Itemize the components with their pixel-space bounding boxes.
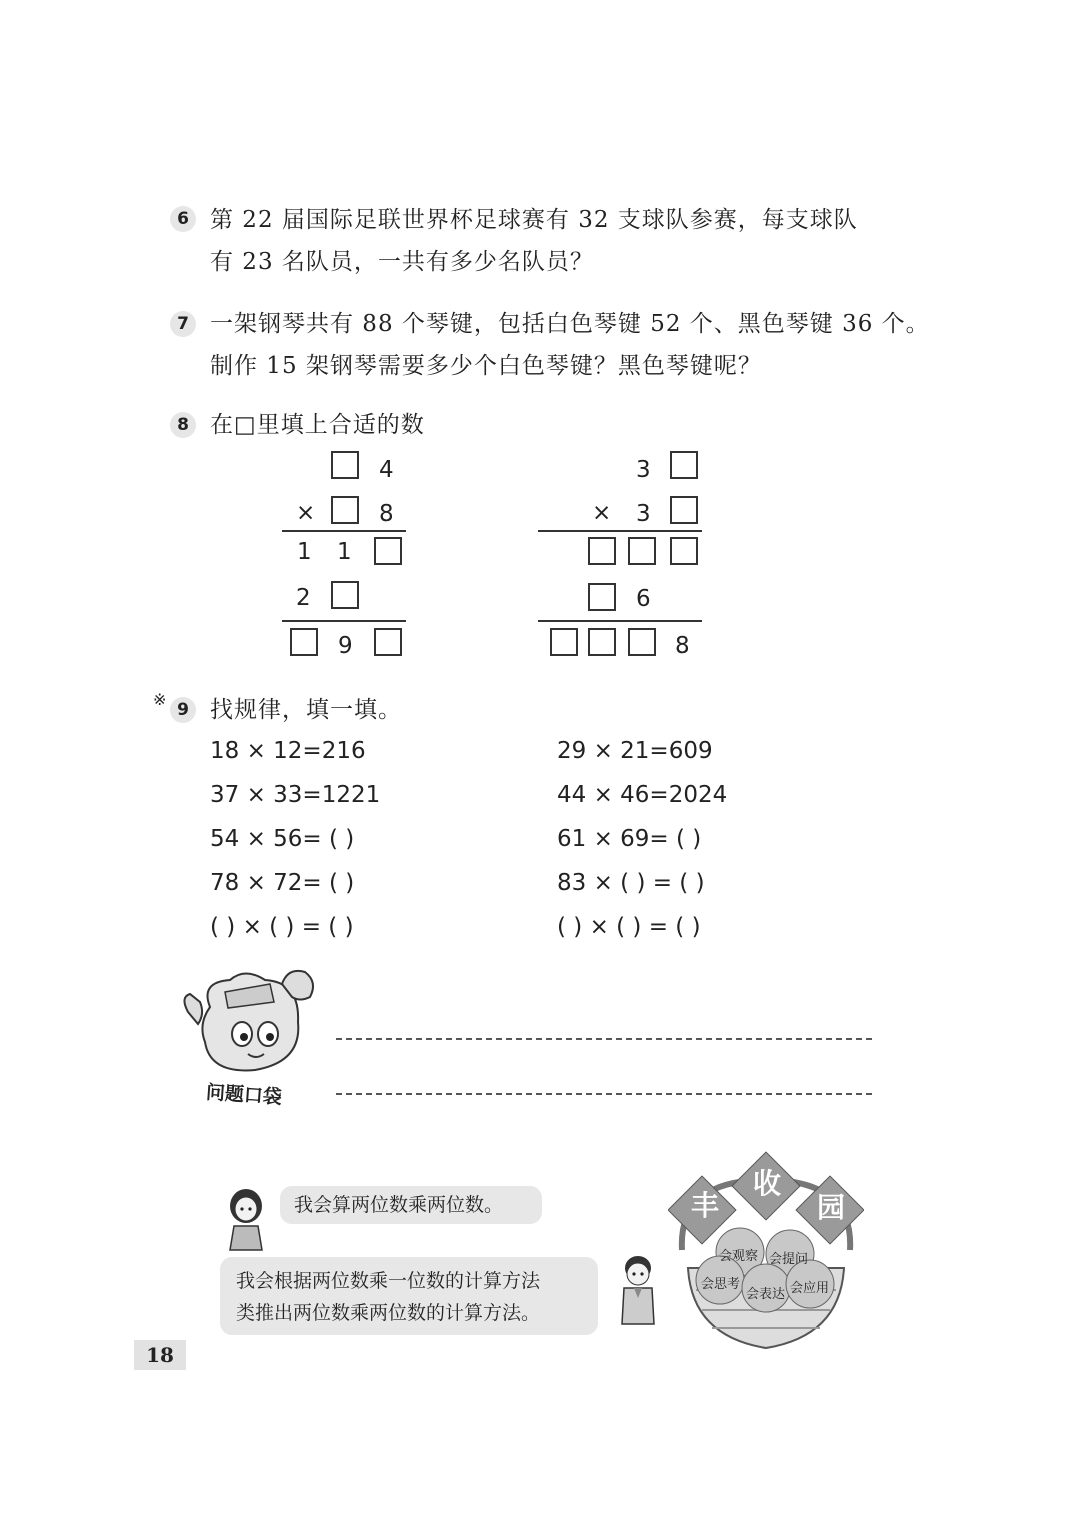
divider-line [282, 620, 406, 622]
pattern-left-2: 37 × 33=1221 [210, 782, 381, 808]
pattern-right-3[interactable]: 61 × 69= ( ) [557, 826, 702, 852]
blank-box[interactable] [290, 628, 318, 656]
digit: 8 [675, 633, 690, 659]
digit: 1 [337, 539, 352, 565]
speech-bubble-2 [220, 1257, 598, 1335]
speech-bubble-2-line1: 我会根据两位数乘一位数的计算方法 [236, 1270, 541, 1292]
blank-box[interactable] [374, 537, 402, 565]
digit: 2 [296, 585, 311, 611]
blank-box[interactable] [331, 451, 359, 479]
answer-line[interactable] [336, 1038, 872, 1040]
divider-line [282, 530, 406, 532]
blank-box[interactable] [550, 628, 578, 656]
digit: 4 [379, 457, 394, 483]
answer-line[interactable] [336, 1093, 872, 1095]
question-6-number: 6 [170, 206, 196, 232]
apple-label: 会提问 [769, 1252, 809, 1267]
pattern-right-2: 44 × 46=2024 [557, 782, 728, 808]
pattern-right-5[interactable]: ( ) × ( ) = ( ) [557, 914, 701, 940]
question-8-prompt: 在□里填上合适的数 [210, 412, 425, 438]
blank-box[interactable] [628, 628, 656, 656]
apple-label: 会表达 [746, 1287, 786, 1302]
blank-box[interactable] [670, 496, 698, 524]
pattern-left-1: 18 × 12=216 [210, 738, 366, 764]
divider-line [538, 620, 702, 622]
pattern-left-3[interactable]: 54 × 56= ( ) [210, 826, 355, 852]
question-6-line2: 有 23 名队员，一共有多少名队员？ [210, 249, 594, 275]
pattern-right-1: 29 × 21=609 [557, 738, 713, 764]
girl-illustration [222, 1186, 270, 1252]
sign-char: 丰 [690, 1189, 719, 1222]
apple-label: 会观察 [719, 1249, 759, 1264]
challenge-mark: ※ [153, 690, 167, 709]
question-8-number: 8 [170, 412, 196, 438]
question-6-line1: 第 22 届国际足联世界杯足球赛有 32 支球队参赛，每支球队 [210, 207, 858, 233]
pocket-mascot-illustration [170, 962, 320, 1082]
divider-line [538, 530, 702, 532]
blank-box[interactable] [588, 628, 616, 656]
question-7-line1: 一架钢琴共有 88 个琴键，包括白色琴键 52 个、黑色琴键 36 个。 [210, 311, 930, 337]
digit: 9 [338, 633, 353, 659]
digit: 1 [297, 539, 312, 565]
blank-box[interactable] [374, 628, 402, 656]
sign-char: 园 [816, 1191, 845, 1224]
question-7-line2: 制作 15 架钢琴需要多少个白色琴键？黑色琴键呢？ [210, 353, 762, 379]
blank-box[interactable] [628, 537, 656, 565]
apple-label: 会应用 [790, 1281, 830, 1296]
digit: 8 [379, 501, 394, 527]
blank-box[interactable] [331, 496, 359, 524]
question-9-number: 9 [170, 697, 196, 723]
blank-box[interactable] [670, 537, 698, 565]
times-sign: × [592, 500, 612, 526]
digit: 3 [636, 501, 651, 527]
boy-illustration [610, 1252, 666, 1326]
blank-box[interactable] [588, 583, 616, 611]
blank-box[interactable] [331, 581, 359, 609]
times-sign: × [296, 500, 316, 526]
blank-box[interactable] [588, 537, 616, 565]
question-9-prompt: 找规律，填一填。 [210, 697, 402, 723]
speech-bubble-2-line2: 类推出两位数乘两位数的计算方法。 [236, 1302, 541, 1324]
pattern-left-5[interactable]: ( ) × ( ) = ( ) [210, 914, 354, 940]
speech-bubble-1: 我会算两位数乘两位数。 [280, 1186, 542, 1224]
pocket-label: 问题口袋 [205, 1081, 283, 1109]
blank-box[interactable] [670, 451, 698, 479]
question-7-number: 7 [170, 311, 196, 337]
pattern-right-4[interactable]: 83 × ( ) = ( ) [557, 870, 705, 896]
apple-label: 会思考 [701, 1277, 741, 1292]
sign-char: 收 [752, 1167, 781, 1200]
digit: 6 [636, 586, 651, 612]
digit: 3 [636, 457, 651, 483]
pattern-left-4[interactable]: 78 × 72= ( ) [210, 870, 355, 896]
page-number: 18 [134, 1340, 186, 1370]
